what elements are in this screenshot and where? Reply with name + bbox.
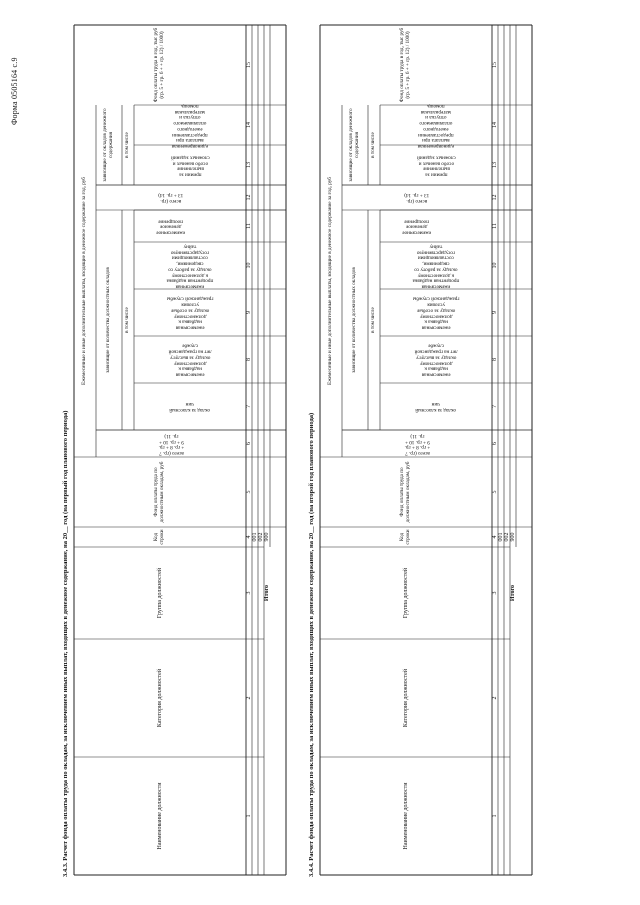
header-salary-fund: Фонд оплаты труда по должностным окладам, руб xyxy=(399,461,411,523)
column-number: 13 xyxy=(492,162,498,168)
header-col8 xyxy=(134,336,246,383)
column-number: 13 xyxy=(246,162,252,168)
line-code: 001 xyxy=(252,532,258,542)
header-col13 xyxy=(134,145,246,185)
line-code: 002 xyxy=(258,532,264,542)
header-position-name: Наименование должности xyxy=(156,782,163,850)
line-code: 002 xyxy=(504,532,510,542)
header-line-code: Код строки xyxy=(399,529,411,545)
column-number: 8 xyxy=(492,358,498,361)
header-col8-text: ежемесячная надбавка к должностному окладу за выслугу лет на гражданской службе xyxy=(414,343,458,378)
column-number: 12 xyxy=(492,194,498,201)
column-number: 15 xyxy=(492,62,498,68)
header-col10-text: ежемесячная процентная надбавка к должностному окладу за работу со сведениями, составляющими государственную тайну xyxy=(412,243,460,290)
column-number: 15 xyxy=(246,62,252,68)
header-col13 xyxy=(380,145,492,185)
header-position-group: Группа должностей xyxy=(156,567,163,619)
header-col12-total-text: всего (гр. 13 + гр. 14) xyxy=(158,192,184,205)
line-code: 900 xyxy=(510,532,516,542)
header-col11-text: ежемесячное денежное поощрение xyxy=(156,218,186,236)
header-line-code: Код строки xyxy=(153,529,165,545)
header-position-category: Категория должностей xyxy=(402,668,409,728)
header-col13-text: премии за выполнение особо важных и сложных заданий xyxy=(416,154,456,178)
header-additional-payments: Ежемесячные и иные дополнительные выплаты, входящие в денежное содержание за год, руб xyxy=(81,177,88,385)
header-including-a: в том числе xyxy=(370,307,377,333)
header-position-group: Группа должностей xyxy=(402,567,409,619)
column-number: 7 xyxy=(246,405,252,408)
header-salary-fund: Фонд оплаты труда по должностным окладам, руб xyxy=(153,461,165,523)
column-number: 4 xyxy=(246,535,252,539)
header-annual-fund: Фонд оплаты труда в год, тыс руб (гр. 5 + гр. 6 + + гр. 12) / 1000) xyxy=(399,27,411,103)
header-col14 xyxy=(380,102,492,149)
header-position-name: Наименование должности xyxy=(402,782,409,850)
header-col7-text: оклад за классный чин xyxy=(169,401,211,414)
header-including-b: в том числе xyxy=(124,132,131,158)
header-col6-total xyxy=(96,430,246,457)
header-col8-text: ежемесячная надбавка к должностному окладу за выслугу лет на гражданской службе xyxy=(168,343,212,378)
column-number: 2 xyxy=(246,696,252,700)
header-col7 xyxy=(134,383,246,430)
header-col12-total-text: всего (гр. 13 + гр. 14) xyxy=(404,192,430,205)
header-subgroup-b: зависящие от окладов денежного содержания xyxy=(348,108,360,182)
column-number: 1 xyxy=(492,814,498,818)
table2-title: 3.4.4. Расчет фонда оплаты труда по окладам, за исключением иных выплат, входящих в денежное содержание, на 20__ год (на второй год планового периода) xyxy=(308,412,315,877)
header-col6-total-text: всего (гр. 7 + гр. 8 + гр. 9 + гр. 10 + гр. 11) xyxy=(404,432,430,456)
column-number: 1 xyxy=(246,814,252,818)
column-number: 9 xyxy=(492,311,498,314)
total-label: Итого xyxy=(264,584,270,602)
line-code: 900 xyxy=(264,532,270,542)
column-number: 5 xyxy=(492,490,498,494)
form-code: Форма 0505164 с.9 xyxy=(10,57,19,125)
header-col12-total xyxy=(96,185,246,210)
header-col12-total xyxy=(342,185,492,210)
header-subgroup-a: зависящие от количества должностных окладов xyxy=(105,267,112,373)
column-number: 10 xyxy=(246,262,252,269)
header-col9-text: ежемесячная надбавка к должностному окладу за особые условия гражданской службы xyxy=(412,296,460,331)
header-including-a: в том числе xyxy=(124,307,131,333)
header-including-b: в том числе xyxy=(370,132,377,158)
header-col13-text: премии за выполнение особо важных и сложных заданий xyxy=(170,154,210,178)
column-number: 12 xyxy=(246,194,252,201)
header-annual-fund: Фонд оплаты труда в год, тыс руб (гр. 5 + гр. 6 + + гр. 12) / 1000) xyxy=(153,27,165,103)
column-number: 10 xyxy=(492,262,498,269)
column-number: 4 xyxy=(492,535,498,539)
column-number: 11 xyxy=(246,223,252,229)
header-subgroup-b: зависящие от окладов денежного содержания xyxy=(102,108,114,182)
column-number: 11 xyxy=(492,223,498,229)
header-col14-text: единовременная выплата при предоставлении ежегодного оплачиваемого отпуска и материальная помощь xyxy=(417,102,455,149)
column-number: 3 xyxy=(492,591,498,595)
column-number: 14 xyxy=(492,122,498,128)
column-number: 7 xyxy=(492,405,498,408)
header-position-category: Категория должностей xyxy=(156,668,163,728)
total-label: Итого xyxy=(510,584,516,602)
table1-title: 3.4.3. Расчет фонда оплаты труда по окладам, за исключением иных выплат, входящих в денежное содержание, на 20__ год (на первый год планового периода) xyxy=(62,410,69,877)
header-additional-payments: Ежемесячные и иные дополнительные выплаты, входящие в денежное содержание за год, руб xyxy=(327,177,334,385)
header-col14-text: единовременная выплата при предоставлении ежегодного оплачиваемого отпуска и материальная помощь xyxy=(171,102,209,149)
header-col6-total-text: всего (гр. 7 + гр. 8 + гр. 9 + гр. 10 + гр. 11) xyxy=(158,432,184,456)
column-number: 8 xyxy=(246,358,252,361)
header-col7-text: оклад за классный чин xyxy=(415,401,457,414)
column-number: 6 xyxy=(246,442,252,445)
column-number: 3 xyxy=(246,591,252,595)
header-col10 xyxy=(380,242,492,289)
header-col11-text: ежемесячное денежное поощрение xyxy=(402,218,432,236)
header-col14 xyxy=(134,102,246,149)
header-col7 xyxy=(380,383,492,430)
table2 xyxy=(320,25,532,875)
column-number: 2 xyxy=(492,696,498,700)
header-col11 xyxy=(96,210,246,242)
line-code: 001 xyxy=(498,532,504,542)
header-col11 xyxy=(342,210,492,242)
column-number: 6 xyxy=(492,442,498,445)
header-col9-text: ежемесячная надбавка к должностному окладу за особые условия гражданской службы xyxy=(166,296,214,331)
column-number: 14 xyxy=(246,122,252,128)
header-col9 xyxy=(380,289,492,336)
table1 xyxy=(74,25,286,875)
column-number: 5 xyxy=(246,490,252,494)
header-col9 xyxy=(134,289,246,336)
header-col10-text: ежемесячная процентная надбавка к должностному окладу за работу со сведениями, составляющими государственную тайну xyxy=(166,243,214,290)
column-number: 9 xyxy=(246,311,252,314)
header-subgroup-a: зависящие от количества должностных окладов xyxy=(351,267,358,373)
header-col10 xyxy=(134,242,246,289)
header-col8 xyxy=(380,336,492,383)
header-col6-total xyxy=(342,430,492,457)
